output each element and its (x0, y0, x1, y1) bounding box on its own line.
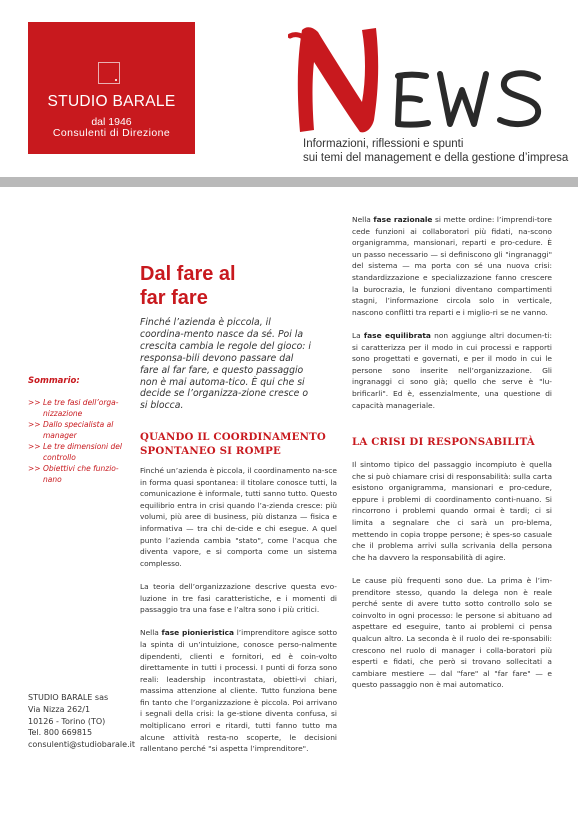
paragraph (140, 627, 337, 755)
brand-subtitle: Consulenti di Direzione (52, 127, 171, 139)
header-divider (0, 177, 578, 187)
paragraph: Le cause più frequenti sono due. La prima è l’im-prenditore stesso, quando la delega non è reale perché sente di avere tutto sotto controllo solo se coinvolto in ogni processo: le persone si abituano ad aspettare ed eseguire, tanto ai problemi ci pensa qualcun altro. La seconda è il ruolo dei re-sponsabili: crescono nel ruolo di manager i colla-boratori più esperti e fidati, che però si trovano sollecitati a cambiare mestiere — dal "fare" al "far fare" — e questo passaggio non è mai automatico. (352, 575, 552, 690)
summary-item[interactable] (28, 463, 128, 485)
section-heading-crisi: LA CRISI DI RESPONSABILITÀ (352, 436, 535, 448)
tagline-line-2: sui temi del management e della gestione d’impresa (303, 152, 569, 164)
summary-item-label: Le tre fasi dell’orga-nizzazione (43, 398, 119, 418)
section-heading-line-2: SPONTANEO SI ROMPE (140, 445, 281, 457)
arrow-icon: >> (28, 398, 41, 407)
summary-item[interactable] (28, 419, 128, 441)
address-company: STUDIO BARALE sas (28, 693, 109, 702)
news-masthead-logo (288, 24, 558, 136)
address-city: 10126 - Torino (TO) (28, 716, 106, 726)
address-email[interactable]: consulenti@studiobarale.it (28, 740, 135, 750)
article-column-1 (140, 465, 337, 766)
summary-item-label: Obiettivi che funzio-nano (43, 464, 119, 484)
address-phone: Tel. 800 669815 (28, 728, 93, 738)
paragraph (352, 214, 552, 318)
brand-name: STUDIO BARALE (47, 93, 176, 110)
masthead-tagline (303, 137, 568, 165)
article-title (140, 262, 236, 310)
text-run: La (352, 330, 364, 340)
section-heading-coordinamento (140, 430, 340, 458)
summary-item[interactable] (28, 441, 128, 463)
logo-mark-icon (98, 62, 120, 84)
tagline-line-1: Informazioni, riflessioni e spunti (303, 138, 464, 150)
summary-item-label: Dallo specialista al manager (43, 420, 114, 440)
summary-item-label: Le tre dimensioni del controllo (43, 442, 122, 462)
text-run: l’imprenditore agisce sotto la spinta di un’intuizione, conosce perso-nalmente dipendenti, clienti e fornitori, ed è coin-volto direttamente in tutti i processi. I punti di forza sono reali: leadership incontrastata, obietti-vi chiari, massima attenzione al cliente. Tutto funziona bene fin tanto che l’organizzazione è piccola. Poi arrivano i segnali della crisi: la ge-stione diventa confusa, si moltiplicano errori e ritardi, tutti fanno tutto ma alcune attività resta-no scoperte, le decisioni rallentano perché "si aspetta l’imprenditore". (140, 628, 337, 754)
address-street: Via Nizza 262/1 (28, 704, 91, 714)
paragraph (352, 330, 552, 411)
summary-list (28, 397, 128, 485)
section-heading-line-1: QUANDO IL COORDINAMENTO (140, 431, 326, 443)
brand-since: dal 1946 (91, 116, 132, 128)
article-title-line-1: Dal fare al (140, 263, 236, 285)
article-column-2 (352, 214, 552, 423)
article-title-line-2: far fare (140, 287, 208, 309)
text-run: non aggiunge altri documen-ti: si caratterizza per il modo in cui processi e rapporti sono progettati e governati, e per il modo in cui le persone sono inserite nell’organizzazione. Gli ingranaggi ci sono già; quello che serve è "lu-brificarli". Ed è, essenzialmente, una questione di capacità manageriale. (352, 330, 552, 410)
text-run: Nella (352, 215, 374, 224)
bold-term: fase equilibrata (363, 330, 431, 340)
paragraph: Il sintomo tipico del passaggio incompiuto è quella che si può chiamare crisi di responsabilità: sulla carta esistono organigramma, mansionari e pro-cedure, eppure i problemi di coordinamento conti-nuano. Si rincorrono i problemi quando ormai è tardi; ci si limita a segnalare che ci sarà un pro-blema, mettendo in copia troppe persone; è spes-so casuale che il problema arrivi sulla scrivania della persona che ha davvero la responsabilità di agire. (352, 460, 552, 562)
bold-term: fase pionieristica (161, 628, 235, 638)
article-column-3 (352, 459, 552, 702)
text-run: Nella (140, 628, 162, 638)
arrow-icon: >> (28, 442, 41, 451)
text-run: si mette ordine: l’imprendi-tore cede funzioni ai collaboratori più fidati, na-scono organigramma, mansionari, reparti e pro-cedure. È un passo necessario — si definiscono gli "ingranaggi" del sistema — ma porta con sé una nuova crisi: standardizzazione e specializzazione fanno crescere la burocrazia, le funzioni diventano compartimenti stagni, l’informazione circola solo in verticale, nascono conflitti tra reparti e i miglio-ri se ne vanno. (352, 215, 552, 317)
summary-title: Sommario: (28, 376, 80, 386)
article-intro: Finché l’azienda è piccola, il coordina-mento nasce da sé. Poi la crescita cambia le regole del gioco: i responsa-bili devono passare dal fare al far fare, e questo passaggio non è mai automa-tico. È qui che si decide se l’organizza-zione cresce o si blocca. (140, 317, 311, 412)
paragraph: Finché un’azienda è piccola, il coordinamento na-sce in forma quasi spontanea: il titolare conosce tutti, la comunicazione è informale, tutti sanno tutto. Questo equilibrio entra in crisi quando l’a-zienda cresce: più volumi, più aree di business, più distanza — fisica e informativa — tra chi de-cide e chi esegue. A quel punto l’azienda cambia "stato", come l’acqua che diventa vapore, e si comporta come un sistema complesso. (140, 466, 337, 568)
summary-item[interactable] (28, 397, 128, 419)
bold-term: fase razionale (373, 215, 433, 224)
paragraph: La teoria dell’organizzazione descrive questa evo-luzione in tre fasi caratteristiche, e i momenti di passaggio tra una fase e l’altra sono i più critici. (140, 581, 337, 615)
contact-address (28, 692, 135, 751)
arrow-icon: >> (28, 420, 41, 429)
arrow-icon: >> (28, 464, 41, 473)
